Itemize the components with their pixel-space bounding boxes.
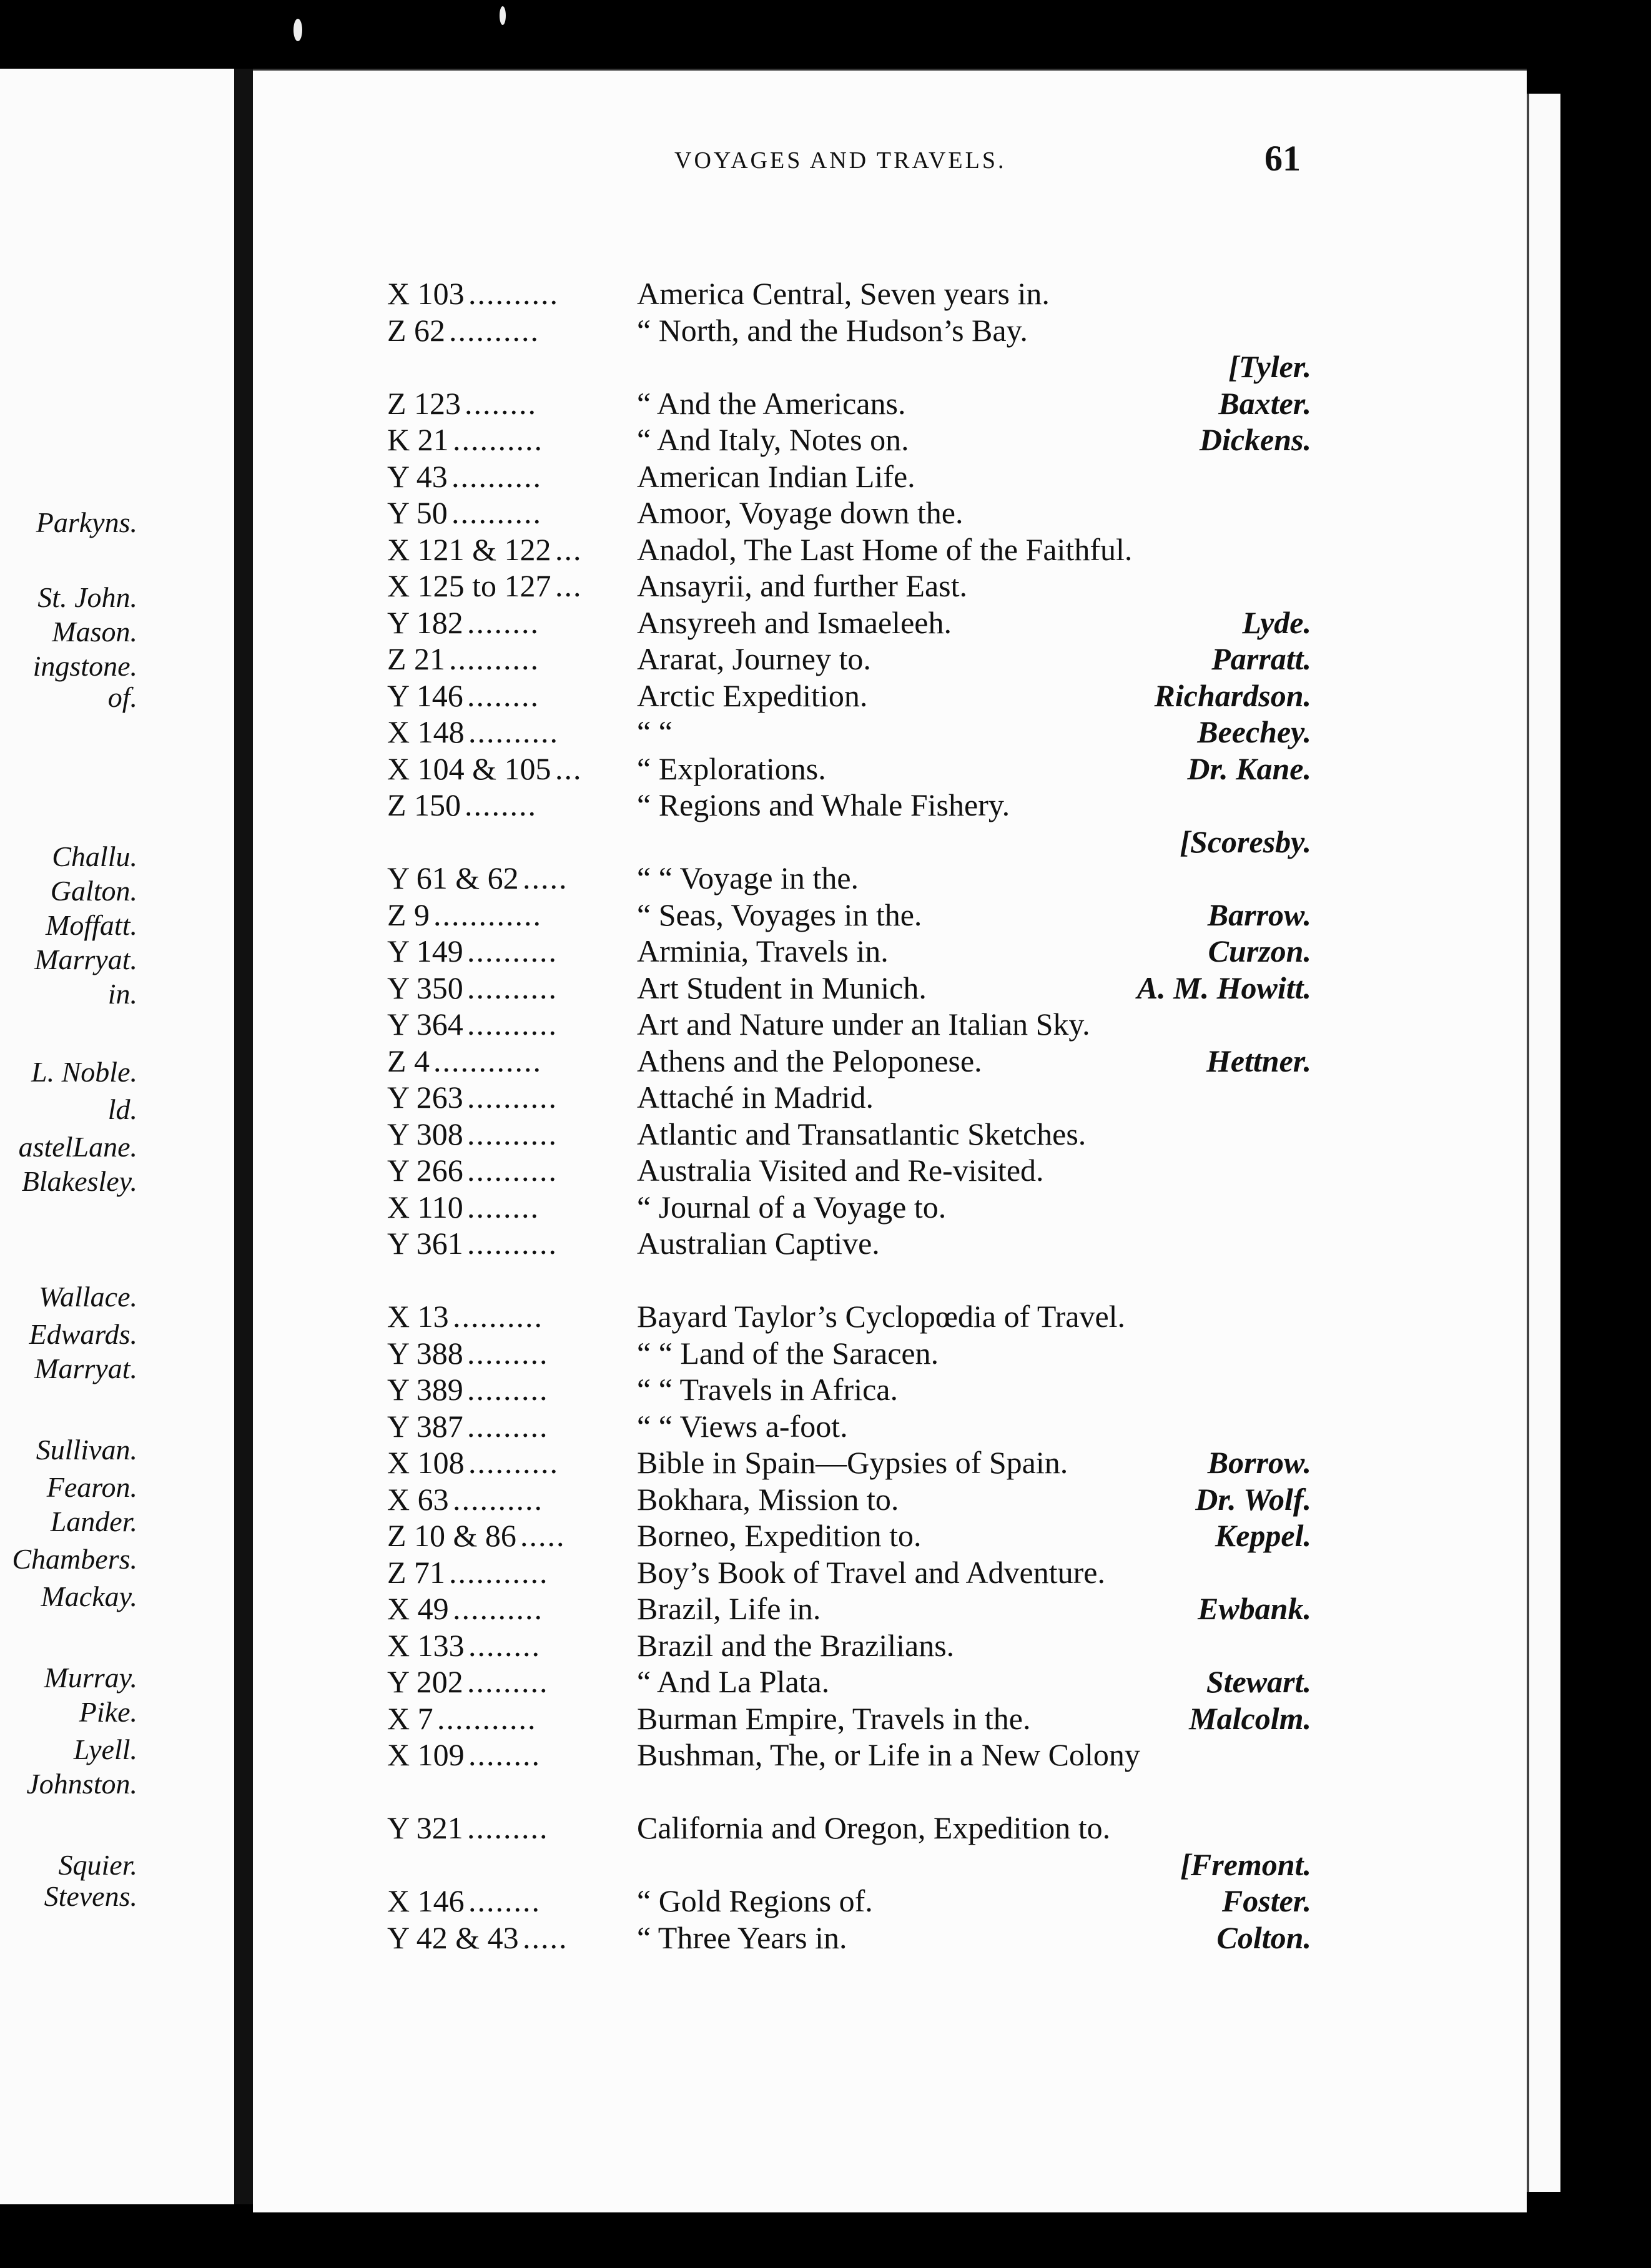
entry-title: Bushman, The, or Life in a New Colony — [637, 1737, 1140, 1772]
shelf-mark: Y 146 — [387, 678, 463, 713]
catalogue-entry — [387, 859, 1311, 897]
leader-dots: ............ — [433, 897, 542, 932]
entry-author: Barrow. — [1207, 897, 1311, 932]
entry-title: California and Oregon, Expedition to. — [637, 1810, 1111, 1845]
catalogue-entry — [387, 1517, 1311, 1554]
leader-dots: .......... — [467, 1116, 558, 1151]
catalogue-entry — [387, 1225, 1311, 1262]
entry-title: America Central, Seven years in. — [637, 276, 1050, 311]
catalogue-entry — [387, 1444, 1311, 1481]
shelf-mark: Y 43 — [387, 458, 448, 494]
entry-title: Arminia, Travels in. — [637, 934, 889, 969]
entry-author: Beechey. — [1197, 714, 1311, 749]
catalogue-entry — [387, 1334, 1311, 1372]
catalogue-entry — [387, 1773, 1311, 1810]
leader-dots: ... — [555, 568, 583, 603]
entry-title: “ Journal of a Voyage to. — [637, 1189, 947, 1225]
catalogue-entry — [387, 640, 1311, 678]
running-title: VOYAGES AND TRAVELS. — [674, 147, 1007, 174]
shelf-mark: X 7 — [387, 1700, 433, 1736]
catalogue-entry — [387, 1151, 1311, 1189]
entry-author: Colton. — [1216, 1920, 1311, 1955]
shelf-mark: X 103 — [387, 276, 465, 311]
leader-dots: ........... — [437, 1700, 537, 1736]
catalogue-entry — [387, 312, 1311, 349]
catalogue-entry — [387, 531, 1311, 568]
left-page-author: Fearon. — [46, 1471, 137, 1503]
left-page-author: Marryat. — [34, 944, 137, 975]
left-page-author: Mackay. — [41, 1580, 137, 1612]
leader-dots: ........ — [467, 678, 540, 713]
entry-author: [Fremont. — [1180, 1846, 1311, 1882]
shelf-mark: Z 123 — [387, 385, 461, 421]
entry-title: “ “ Travels in Africa. — [637, 1372, 898, 1407]
leader-dots: ........ — [468, 1627, 541, 1663]
shelf-mark: K 21 — [387, 422, 449, 457]
leader-dots: ......... — [467, 1810, 549, 1845]
left-page-author: Galton. — [50, 875, 137, 907]
left-page — [0, 69, 238, 2204]
leader-dots: .......... — [453, 422, 543, 457]
entry-title: “ Regions and Whale Fishery. — [637, 787, 1010, 822]
left-page-author: Pike. — [79, 1696, 137, 1728]
catalogue-entry — [387, 750, 1311, 787]
entry-author: Lyde. — [1242, 604, 1311, 640]
left-page-author: Parkyns. — [36, 506, 137, 538]
catalogue-entry — [387, 1554, 1311, 1591]
leader-dots: .......... — [467, 1153, 558, 1188]
catalogue-entry — [387, 1627, 1311, 1664]
shelf-mark: Y 149 — [387, 934, 463, 969]
leader-dots: .......... — [467, 1226, 558, 1261]
leader-dots: ......... — [467, 1664, 549, 1699]
shelf-mark: Y 202 — [387, 1664, 463, 1699]
leader-dots: ........ — [465, 385, 537, 421]
entry-author: Dr. Wolf. — [1195, 1481, 1311, 1517]
catalogue-entry — [387, 1078, 1311, 1116]
catalogue-entry — [387, 1298, 1311, 1335]
leader-dots: .......... — [451, 495, 542, 530]
entry-title: Ararat, Journey to. — [637, 641, 871, 676]
left-page-author: Challu. — [52, 841, 137, 872]
shelf-mark: X 108 — [387, 1445, 465, 1480]
shelf-mark: X 146 — [387, 1883, 465, 1918]
left-page-author: Marryat. — [34, 1353, 137, 1384]
entry-author: Dr. Kane. — [1187, 751, 1311, 786]
left-page-author: Mason. — [52, 616, 137, 648]
entry-title: Australian Captive. — [637, 1226, 880, 1261]
leader-dots: .......... — [451, 458, 542, 494]
left-page-author: Edwards. — [29, 1318, 137, 1350]
catalogue-entry — [387, 604, 1311, 641]
entry-author: Richardson. — [1154, 678, 1311, 713]
entry-title: Attaché in Madrid. — [637, 1080, 874, 1115]
leader-dots: .......... — [468, 276, 559, 311]
dust-speck — [293, 19, 302, 41]
left-page-author: Sullivan. — [36, 1434, 137, 1466]
left-page-author: Lyell. — [73, 1733, 137, 1765]
left-page-author: of. — [107, 681, 137, 713]
shelf-mark: Y 364 — [387, 1007, 463, 1042]
shelf-mark: Y 388 — [387, 1335, 463, 1371]
left-page-author: Chambers. — [12, 1543, 137, 1575]
catalogue-entry — [387, 1919, 1311, 1956]
shelf-mark: Y 42 & 43 — [387, 1920, 519, 1955]
leader-dots: .......... — [467, 1080, 558, 1115]
shelf-mark: X 109 — [387, 1737, 465, 1772]
entry-title: Boy’s Book of Travel and Adventure. — [637, 1554, 1105, 1590]
entry-author: Hettner. — [1206, 1043, 1311, 1078]
leader-dots: .......... — [453, 1591, 543, 1626]
shelf-mark: Z 71 — [387, 1554, 446, 1590]
entry-title: “ Seas, Voyages in the. — [637, 897, 922, 932]
shelf-mark: Z 4 — [387, 1043, 430, 1078]
entry-title: Art and Nature under an Italian Sky. — [637, 1007, 1090, 1042]
shelf-mark: X 133 — [387, 1627, 465, 1663]
shelf-mark: Z 10 & 86 — [387, 1518, 516, 1553]
catalogue-entry — [387, 1736, 1311, 1773]
catalogue-entry — [387, 567, 1311, 604]
leader-dots: .......... — [467, 970, 558, 1005]
catalogue-entry — [387, 1700, 1311, 1737]
shelf-mark: Y 321 — [387, 1810, 463, 1845]
left-page-author: Lander. — [50, 1506, 137, 1537]
leader-dots: .......... — [467, 934, 558, 969]
catalogue-entry — [387, 1846, 1311, 1883]
leader-dots: ........... — [449, 1554, 549, 1590]
entry-author: A. M. Howitt. — [1136, 970, 1311, 1005]
shelf-mark: X 13 — [387, 1299, 449, 1334]
shelf-mark: X 121 & 122 — [387, 531, 551, 567]
leader-dots: ..... — [523, 1920, 568, 1955]
left-page-author: ld. — [107, 1093, 137, 1125]
catalogue-entry — [387, 932, 1311, 970]
leader-dots: .......... — [467, 1007, 558, 1042]
entry-author: Curzon. — [1208, 934, 1311, 969]
entry-author: Foster. — [1221, 1883, 1311, 1918]
leader-dots: .......... — [449, 641, 540, 676]
shelf-mark: Y 387 — [387, 1408, 463, 1444]
leader-dots: .......... — [468, 1445, 559, 1480]
entry-title: “ “ Land of the Saracen. — [637, 1335, 939, 1371]
catalogue-entry — [387, 348, 1311, 385]
catalogue-entry — [387, 1188, 1311, 1226]
leader-dots: ... — [555, 531, 583, 567]
shelf-mark: X 125 to 127 — [387, 568, 551, 603]
shelf-mark: X 63 — [387, 1481, 449, 1517]
catalogue-entry — [387, 1371, 1311, 1408]
left-page-author: astelLane. — [18, 1131, 137, 1163]
entry-author: Keppel. — [1215, 1518, 1311, 1553]
entry-title: American Indian Life. — [637, 458, 915, 494]
entry-author: Malcolm. — [1189, 1700, 1311, 1736]
leader-dots: ......... — [467, 1335, 549, 1371]
catalogue-entry — [387, 385, 1311, 422]
page-edge — [1527, 94, 1560, 2192]
left-page-author: Murray. — [44, 1662, 137, 1694]
shelf-mark: Y 266 — [387, 1153, 463, 1188]
shelf-mark: Z 62 — [387, 312, 446, 348]
leader-dots: ..... — [520, 1518, 566, 1553]
entry-title: Anadol, The Last Home of the Faithful. — [637, 531, 1133, 567]
entry-title: “ “ Voyage in the. — [637, 860, 859, 895]
shelf-mark: Y 182 — [387, 604, 463, 640]
catalogue-entry — [387, 1408, 1311, 1445]
entry-title: “ North, and the Hudson’s Bay. — [637, 312, 1028, 348]
entry-title: Brazil, Life in. — [637, 1591, 821, 1626]
leader-dots: ............ — [433, 1043, 542, 1078]
entry-author: Ewbank. — [1197, 1591, 1311, 1626]
shelf-mark: Z 9 — [387, 897, 430, 932]
catalogue-entry — [387, 275, 1311, 312]
catalogue-entry — [387, 1663, 1311, 1700]
entry-author: Parratt. — [1211, 641, 1311, 676]
entry-title: Bokhara, Mission to. — [637, 1481, 899, 1517]
catalogue-entry — [387, 421, 1311, 458]
leader-dots: ......... — [467, 1408, 549, 1444]
dust-speck — [500, 6, 506, 25]
left-page-author: Squier. — [58, 1849, 137, 1881]
leader-dots: ........ — [468, 1883, 541, 1918]
entry-title: “ Gold Regions of. — [637, 1883, 873, 1918]
left-page-author: ingstone. — [32, 650, 137, 682]
leader-dots: ..... — [523, 860, 568, 895]
shelf-mark: X 104 & 105 — [387, 751, 551, 786]
entry-title: “ And Italy, Notes on. — [637, 422, 909, 457]
leader-dots: ........ — [468, 1737, 541, 1772]
entry-title: “ Explorations. — [637, 751, 826, 786]
leader-dots: .......... — [453, 1299, 543, 1334]
page-number: 61 — [1264, 138, 1301, 179]
entry-title: “ And La Plata. — [637, 1664, 830, 1699]
entry-title: Bayard Taylor’s Cyclopœdia of Travel. — [637, 1299, 1126, 1334]
left-page-author: Wallace. — [39, 1281, 137, 1313]
page-gutter — [234, 69, 253, 2204]
catalogue-entry — [387, 1590, 1311, 1627]
shelf-mark: Y 361 — [387, 1226, 463, 1261]
entry-author: Dickens. — [1199, 422, 1311, 457]
left-page-author: Johnston. — [26, 1768, 137, 1800]
entry-title: Borneo, Expedition to. — [637, 1518, 922, 1553]
entry-title: Brazil and the Brazilians. — [637, 1627, 955, 1663]
entry-title: “ “ — [637, 714, 673, 749]
left-page-author: L. Noble. — [31, 1056, 137, 1088]
shelf-mark: Y 350 — [387, 970, 463, 1005]
catalogue-entry — [387, 494, 1311, 531]
left-page-author: St. John. — [37, 581, 137, 613]
catalogue-entry — [387, 1481, 1311, 1518]
entry-title: Ansyreeh and Ismaeleeh. — [637, 604, 952, 640]
catalogue-entry — [387, 677, 1311, 714]
leader-dots: .......... — [468, 714, 559, 749]
catalogue-entry — [387, 969, 1311, 1007]
left-page-author: in. — [107, 978, 137, 1010]
catalogue-entry — [387, 1809, 1311, 1846]
entry-title: “ Three Years in. — [637, 1920, 847, 1955]
entry-title: Australia Visited and Re-visited. — [637, 1153, 1044, 1188]
leader-dots: .......... — [453, 1481, 543, 1517]
entry-title: Athens and the Peloponese. — [637, 1043, 982, 1078]
catalogue-entry — [387, 1115, 1311, 1153]
catalogue-entry — [387, 1042, 1311, 1080]
leader-dots: .......... — [449, 312, 540, 348]
catalogue-entry — [387, 823, 1311, 860]
shelf-mark: Z 150 — [387, 787, 461, 822]
entry-title: Bible in Spain—Gypsies of Spain. — [637, 1445, 1068, 1480]
left-page-author: Stevens. — [44, 1880, 137, 1912]
shelf-mark: X 49 — [387, 1591, 449, 1626]
catalogue-entry — [387, 896, 1311, 934]
entry-title: Arctic Expedition. — [637, 678, 868, 713]
entry-title: Ansayrii, and further East. — [637, 568, 968, 603]
leader-dots: ........ — [465, 787, 537, 822]
catalogue-entry — [387, 1261, 1311, 1299]
entry-author: [Tyler. — [1228, 349, 1311, 384]
entry-author: Baxter. — [1218, 385, 1311, 421]
shelf-mark: Y 263 — [387, 1080, 463, 1115]
left-page-author: Moffatt. — [46, 909, 137, 941]
entry-title: “ And the Americans. — [637, 385, 906, 421]
entry-title: Burman Empire, Travels in the. — [637, 1700, 1031, 1736]
entry-title: “ “ Views a-foot. — [637, 1408, 848, 1444]
catalogue-entry — [387, 1882, 1311, 1920]
entry-title: Amoor, Voyage down the. — [637, 495, 963, 530]
catalogue-entry — [387, 458, 1311, 495]
catalogue-entry — [387, 786, 1311, 824]
leader-dots: ... — [555, 751, 583, 786]
entry-author: Stewart. — [1206, 1664, 1311, 1699]
entry-title: Art Student in Munich. — [637, 970, 927, 1005]
shelf-mark: Y 389 — [387, 1372, 463, 1407]
leader-dots: ......... — [467, 1372, 549, 1407]
shelf-mark: Z 21 — [387, 641, 446, 676]
shelf-mark: Y 50 — [387, 495, 448, 530]
entry-title: Atlantic and Transatlantic Sketches. — [637, 1116, 1087, 1151]
catalogue-entry — [387, 713, 1311, 751]
left-page-author: Blakesley. — [21, 1165, 137, 1197]
catalogue-entry — [387, 1005, 1311, 1043]
leader-dots: ........ — [467, 1189, 540, 1225]
leader-dots: ........ — [467, 604, 540, 640]
shelf-mark: Y 61 & 62 — [387, 860, 519, 895]
entry-author: [Scoresby. — [1180, 824, 1311, 859]
shelf-mark: X 110 — [387, 1189, 463, 1225]
entry-author: Borrow. — [1207, 1445, 1311, 1480]
shelf-mark: X 148 — [387, 714, 465, 749]
shelf-mark: Y 308 — [387, 1116, 463, 1151]
